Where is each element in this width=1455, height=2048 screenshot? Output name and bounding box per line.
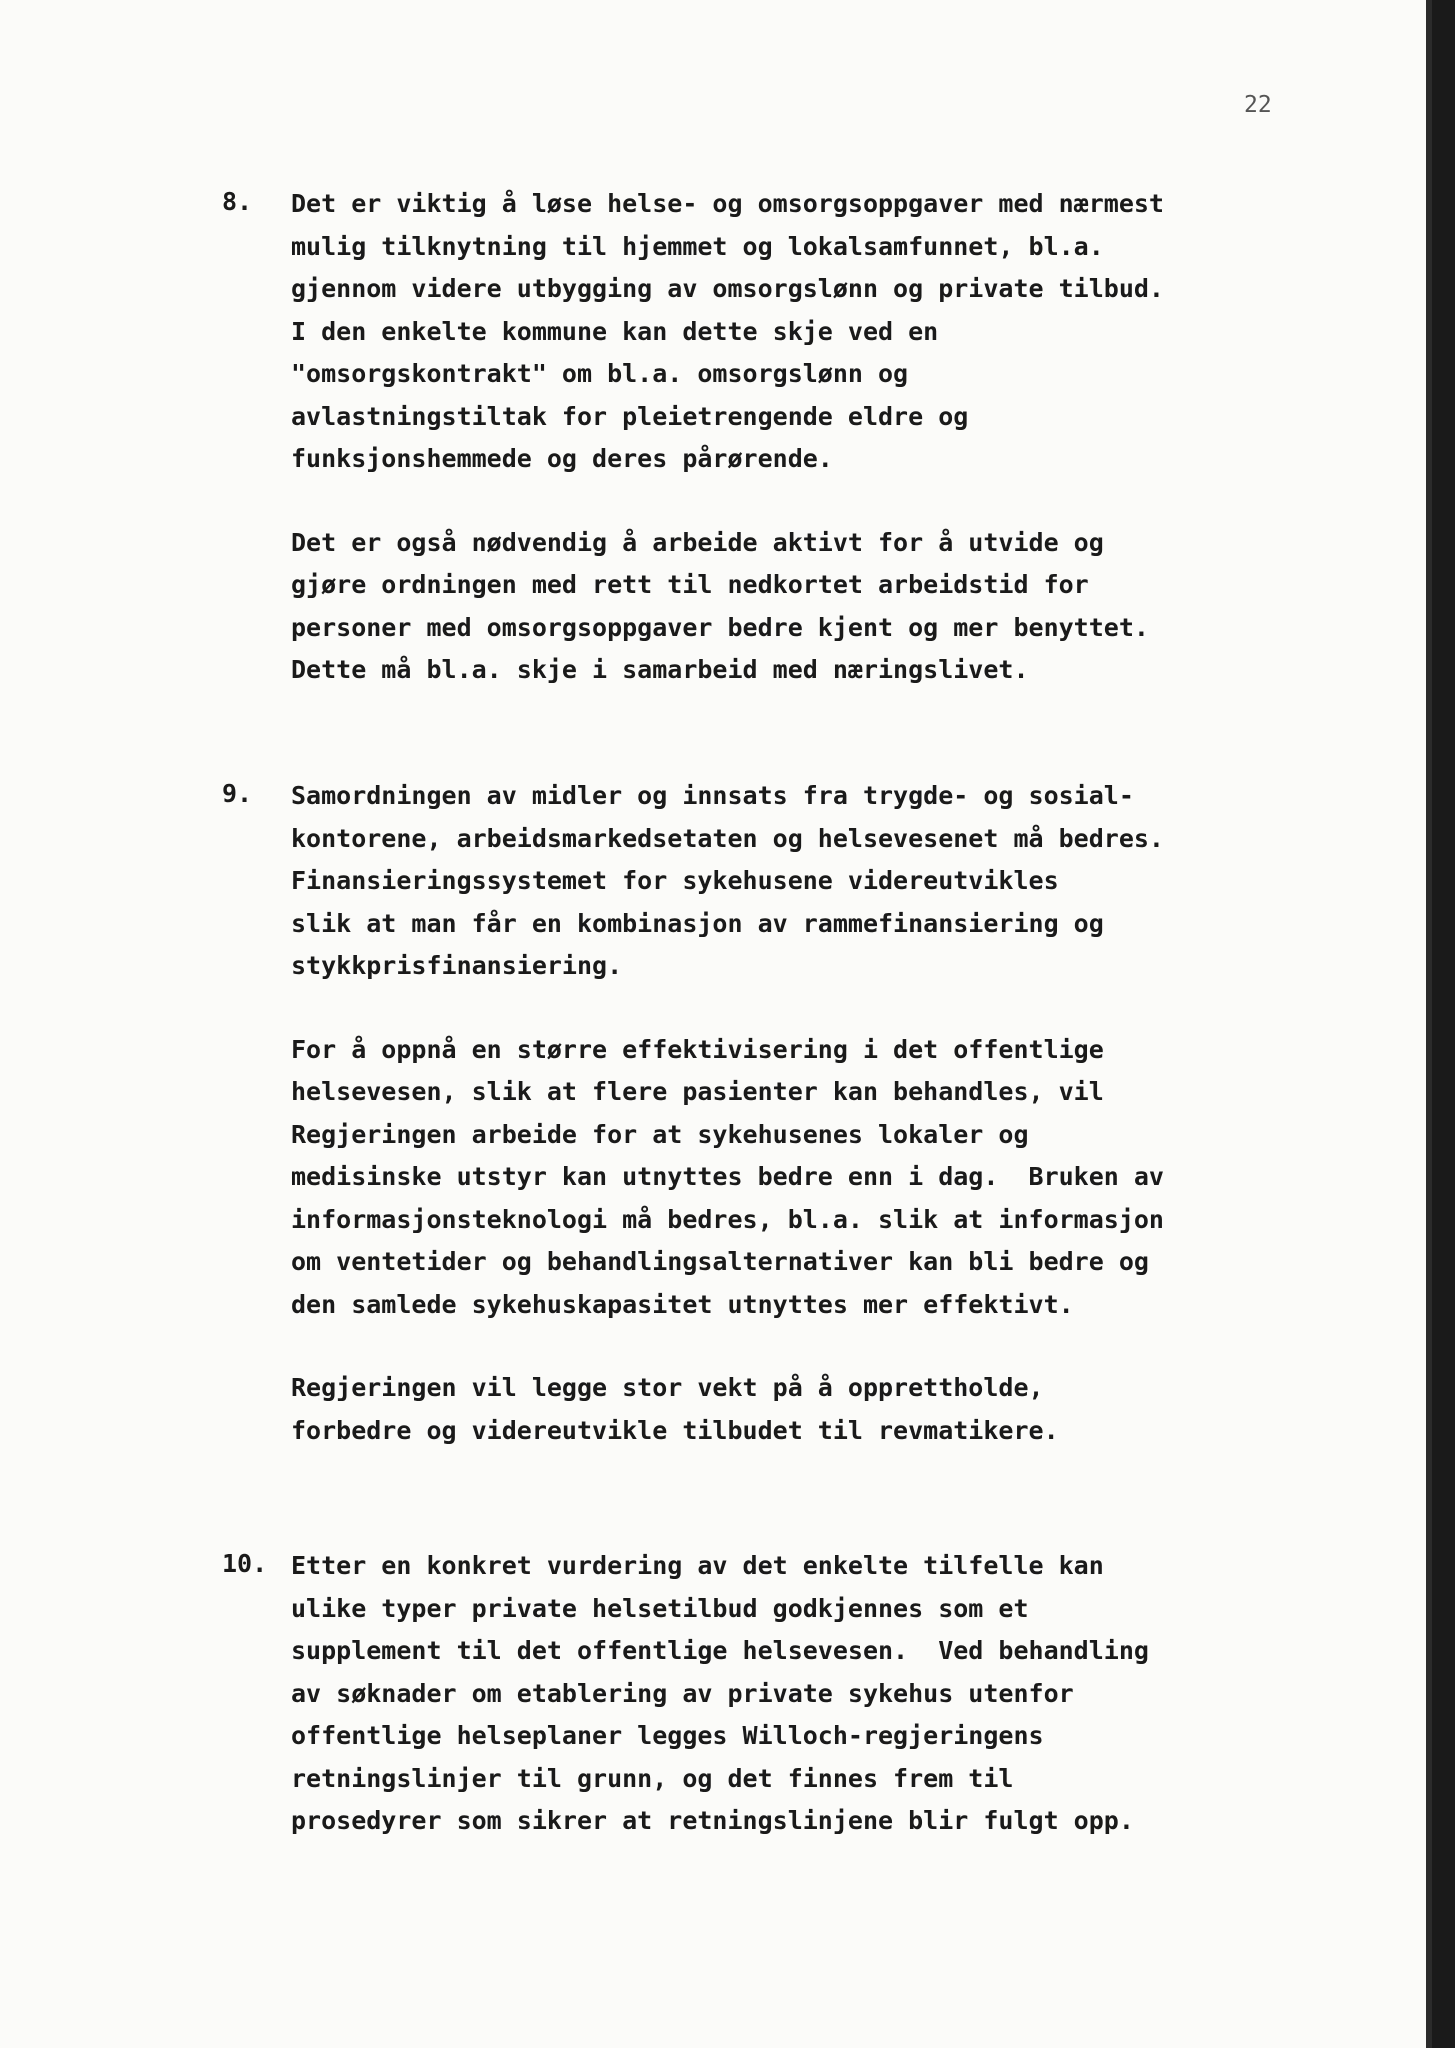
text-line: medisinske utstyr kan utnyttes bedre enn i dag. Bruken av [291, 1162, 1164, 1191]
text-line: gjøre ordningen med rett til nedkortet arbeidstid for [291, 570, 1089, 599]
text-line: Etter en konkret vurdering av det enkelte tilfelle kan [291, 1551, 1104, 1580]
text-line: supplement til det offentlige helsevesen. Ved behandling [291, 1636, 1149, 1665]
text-line: avlastningstiltak for pleietrengende eldre og [291, 401, 969, 431]
text-line: forbedre og videreutvikle tilbudet til revmatikere. [291, 1415, 1059, 1445]
text-line: gjennom videre utbygging av omsorgslønn og private tilbud. [291, 274, 1164, 303]
paragraph [291, 1367, 1302, 1452]
text-line: helsevesen, slik at flere pasienter kan behandles, vil [291, 1077, 1104, 1106]
text-line: kontorene, arbeidsmarkedsetaten og helsevesenet må bedres. [291, 823, 1164, 853]
text-line: informasjonsteknologi må bedres, bl.a. slik at informasjon [291, 1204, 1164, 1234]
item-number: 9. [222, 779, 253, 808]
text-line: stykkprisfinansiering. [291, 951, 623, 980]
paragraph [291, 1029, 1302, 1327]
text-line: prosedyrer som sikrer at retningslinjene blir fulgt opp. [291, 1806, 1134, 1835]
text-line: Regjeringen arbeide for at sykehusenes lokaler og [291, 1119, 1029, 1149]
page-number: 22 [1244, 92, 1272, 118]
list-item-9 [222, 775, 1302, 1452]
text-line: Samordningen av midler og innsats fra trygde- og sosial- [291, 781, 1134, 810]
text-line: Dette må bl.a. skje i samarbeid med næringslivet. [291, 655, 1029, 684]
text-line: Regjeringen vil legge stor vekt på å opprettholde, [291, 1373, 1044, 1402]
text-line: For å oppnå en større effektivisering i det offentlige [291, 1034, 1104, 1064]
item-number: 10. [222, 1549, 268, 1578]
paragraph [291, 522, 1302, 692]
text-line: retningslinjer til grunn, og det finnes frem til [291, 1763, 1014, 1793]
paragraph [291, 775, 1302, 988]
list-item-8 [222, 183, 1302, 692]
text-line: "omsorgskontrakt" om bl.a. omsorgslønn og [291, 359, 909, 388]
list-item-10 [222, 1545, 1302, 1843]
text-line: Finansieringssystemet for sykehusene videreutvikles [291, 866, 1059, 895]
text-line: av søknader om etablering av private sykehus utenfor [291, 1678, 1074, 1708]
text-line: Det er viktig å løse helse- og omsorgsoppgaver med nærmest [291, 189, 1164, 218]
text-line: om ventetider og behandlingsalternativer kan bli bedre og [291, 1247, 1149, 1276]
text-line: ulike typer private helsetilbud godkjennes som et [291, 1593, 1029, 1623]
text-line: funksjonshemmede og deres pårørende. [291, 444, 833, 473]
text-line: den samlede sykehuskapasitet utnyttes mer effektivt. [291, 1289, 1074, 1319]
text-line: mulig tilknytning til hjemmet og lokalsamfunnet, bl.a. [291, 231, 1104, 261]
text-line: personer med omsorgsoppgaver bedre kjent og mer benyttet. [291, 612, 1149, 642]
text-line: I den enkelte kommune kan dette skje ved en [291, 316, 939, 346]
text-line: Det er også nødvendig å arbeide aktivt for å utvide og [291, 527, 1104, 557]
text-line: slik at man får en kombinasjon av rammefinansiering og [291, 908, 1104, 938]
paragraph [291, 1545, 1302, 1843]
paragraph [291, 183, 1302, 481]
item-number: 8. [222, 187, 253, 216]
text-line: offentlige helseplaner legges Willoch-regjeringens [291, 1721, 1044, 1750]
